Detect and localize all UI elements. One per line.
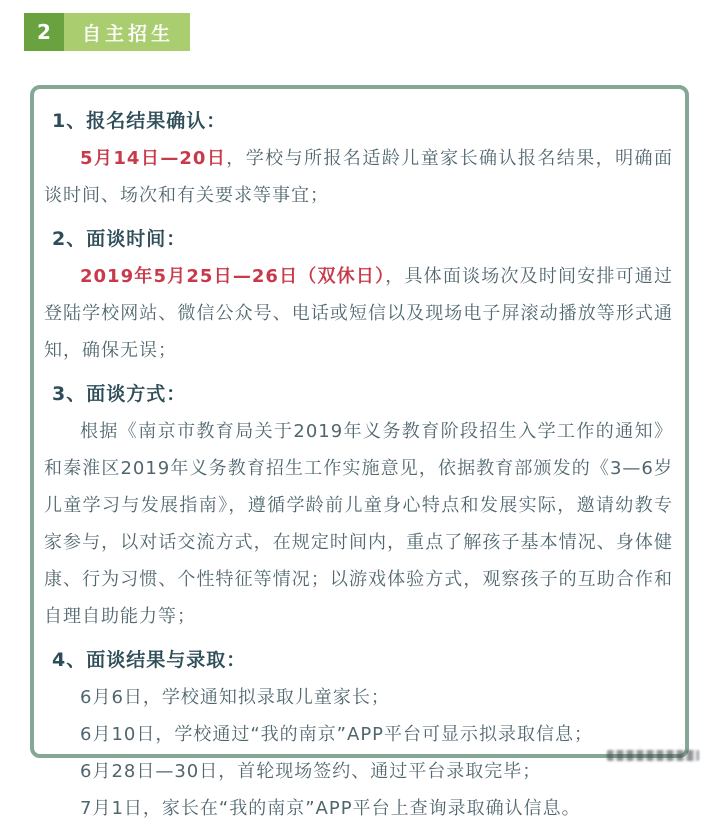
section-3-paragraph-text: 根据《南京市教育局关于2019年义务教育阶段招生入学工作的通知》和秦淮区2019年义务教育招生工作实施意见，依据教育部颁发的《3—6岁儿童学习与发展指南》，遵循学龄前儿童身心特点和发展实际，邀请幼教专家参与，以对话交流方式，在规定时间内，重点了解孩子基本情况、身体健康、行为习惯、个性特征等情况；以游戏体验方式，观察孩子的互助合作和自理自助能力等； <box>44 421 673 627</box>
watermark <box>607 750 699 761</box>
section-1-heading: 1、报名结果确认： <box>52 110 227 132</box>
section-1-paragraph-text: ，学校与所报名适龄儿童家长确认报名结果，明确面谈时间、场次和有关要求等事宜； <box>44 148 674 206</box>
section-2-paragraph-text: ，具体面谈场次及时间安排可通过登陆学校网站、微信公众号、电话或短信以及现场电子屏滚动播放等形式通知，确保无误； <box>44 266 674 361</box>
section-3-paragraph <box>44 413 673 635</box>
notice-box <box>30 85 689 819</box>
badge-number: 2 <box>24 13 64 51</box>
section-4-item-2: 6月10日，学校通过“我的南京”APP平台可显示拟录取信息； <box>80 724 594 745</box>
section-1-paragraph <box>44 140 673 214</box>
section-3-heading: 3、面谈方式： <box>52 383 187 405</box>
section-4-item-4: 7月1日，家长在“我的南京”APP平台上查询录取确认信息。 <box>80 798 581 819</box>
section-4-item-1: 6月6日，学校通知拟录取儿童家长； <box>80 687 390 708</box>
section-4-item-3: 6月28日—30日，首轮现场签约、通过平台录取完毕； <box>80 761 542 782</box>
section-1-date-highlight: 5月14日—20日 <box>80 148 227 169</box>
section-badge <box>24 13 190 51</box>
badge-label: 自主招生 <box>64 13 190 51</box>
section-4-heading: 4、面谈结果与录取： <box>52 649 247 671</box>
section-2-heading: 2、面谈时间： <box>52 228 187 250</box>
section-2-date-highlight: 2019年5月25日—26日（双休日） <box>80 266 386 287</box>
section-2-paragraph <box>44 258 673 369</box>
